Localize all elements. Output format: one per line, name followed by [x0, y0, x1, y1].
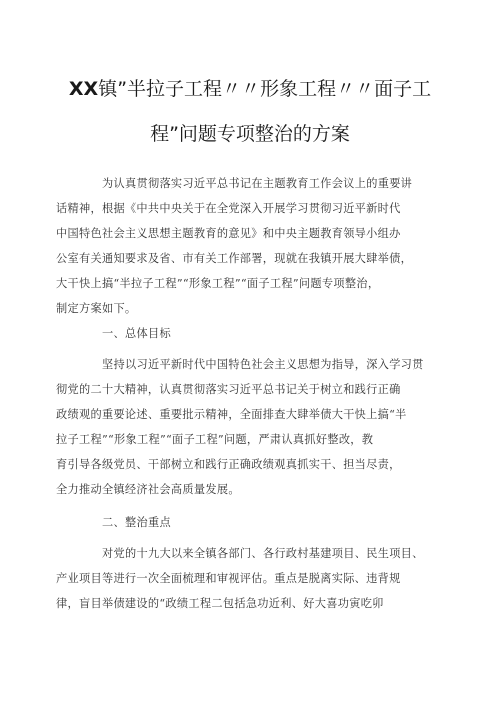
paragraph-line: 中国特色社会主义思想主题教育的意见》和中央主题教育领导小组办 — [56, 227, 401, 240]
paragraph-line: 育引导各级党员、干部树立和践行正确政绩观真抓实干、担当尽责， — [56, 458, 401, 471]
document-title-line-2: 程”问题专项整治的方案 — [150, 123, 350, 145]
section-heading-1: 一、总体目标 — [102, 327, 171, 340]
paragraph-line: 大干快上搞“半拉子工程”“形象工程”“面子工程”问题专项整治， — [56, 277, 380, 290]
paragraph-line: 制定方案如下。 — [56, 302, 137, 315]
paragraph-line: 对党的十九大以来全镇各部门、各行政村基建项目、民生项目、 — [102, 547, 424, 560]
paragraph-line: 话精神，根据《中共中央关于在全党深入开展学习贯彻习近平新时代 — [56, 202, 401, 215]
paragraph-line: 公室有关通知要求及省、市有关工作部署，现就在我镇开展大肆举债， — [56, 252, 413, 265]
paragraph-line: 全力推动全镇经济社会高质量发展。 — [56, 483, 240, 496]
paragraph-line: 律，盲目举债建设的“政绩工程二包括急功近利、好大喜功寅吃卯 — [56, 597, 384, 610]
section-heading-2: 二、整治重点 — [102, 516, 171, 529]
paragraph-line: 产业项目等进行一次全面梳理和审视评估。重点是脱离实际、违背规 — [56, 572, 401, 585]
paragraph-line: 坚持以习近平新时代中国特色社会主义思想为指导，深入学习贯 — [102, 358, 424, 371]
title-line-1-text: 镇”半拉子工程〃〃形象工程〃〃面子工 — [98, 78, 432, 100]
paragraph-line: 拉子工程”“形象工程”“面子工程”问题，严肃认真抓好整改，教 — [56, 433, 374, 446]
document-title-line-1 — [60, 74, 440, 101]
paragraph-line: 政绩观的重要论述、重要批示精神，全面排查大肆举债大干快上搞“半 — [56, 408, 407, 421]
title-prefix: XX — [68, 78, 99, 100]
paragraph-line: 为认真贯彻落实习近平总书记在主题教育工作会议上的重要讲 — [102, 177, 413, 190]
paragraph-line: 彻党的二十大精神，认真贯彻落实习近平总书记关于树立和践行正确 — [56, 383, 401, 396]
